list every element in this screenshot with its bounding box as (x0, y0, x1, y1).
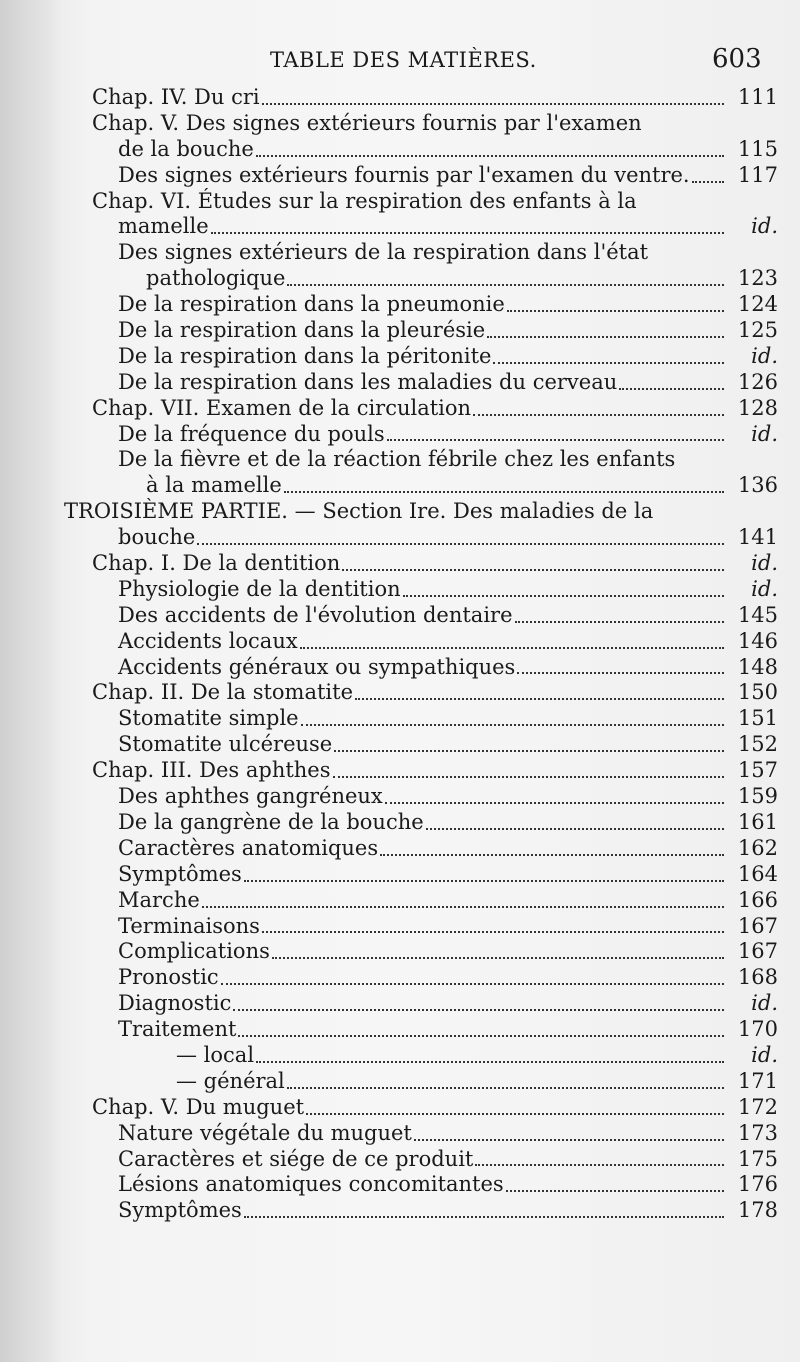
toc-entry-title: Diagnostic (118, 991, 232, 1016)
dot-leader (244, 1216, 724, 1218)
table-of-contents (0, 85, 800, 1224)
dot-leader (426, 828, 724, 830)
toc-entry-title: mamelle (118, 214, 209, 239)
toc-entry-title: Des accidents de l'évolution dentaire (118, 602, 513, 627)
toc-entry (0, 836, 800, 862)
toc-entry-title: Chap. V. Du muguet (92, 1094, 305, 1119)
toc-entry-title: Stomatite ulcéreuse (118, 732, 333, 757)
toc-entry-page: 126 (737, 369, 778, 394)
toc-entry-title: Symptômes (118, 1198, 242, 1223)
toc-entry-page: 150 (737, 680, 778, 705)
toc-entry-title: Chap. III. Des aphthes (92, 758, 331, 783)
toc-entry-title: Chap. VI. Études sur la respiration des enfants à la (92, 188, 637, 213)
toc-entry (0, 732, 800, 758)
toc-entry-title: Des aphthes gangréneux (118, 784, 383, 809)
toc-entry-title: Terminaisons (118, 913, 260, 938)
toc-entry-title: — local (176, 1042, 255, 1067)
toc-entry-title: De la respiration dans les maladies du cerveau (118, 369, 618, 394)
dot-leader (211, 232, 724, 234)
dot-leader (284, 491, 724, 493)
toc-entry-page: 141 (737, 525, 778, 550)
toc-entry (0, 1043, 800, 1069)
dot-leader (355, 698, 724, 700)
toc-entry-page: id. (751, 991, 778, 1016)
toc-entry-page: 175 (737, 1146, 778, 1171)
running-title: TABLE DES MATIÈRES. (270, 48, 537, 72)
dot-leader (342, 569, 724, 571)
toc-entry-title: De la fréquence du pouls (118, 421, 385, 446)
toc-entry-page: id. (751, 576, 778, 601)
toc-entry-page: 178 (737, 1198, 778, 1223)
toc-entry-page: 136 (737, 473, 778, 498)
dot-leader (380, 854, 724, 856)
toc-entry-title: TROISIÈME PARTIE. — Section Ire. Des maladies de la (64, 499, 654, 524)
toc-entry (0, 655, 800, 681)
dot-leader (692, 181, 724, 183)
toc-entry (0, 396, 800, 422)
toc-entry (0, 1198, 800, 1224)
toc-entry (0, 137, 800, 163)
toc-entry (0, 914, 800, 940)
toc-entry (0, 1095, 800, 1121)
toc-entry-page: 125 (737, 318, 778, 343)
toc-entry (0, 163, 800, 189)
toc-entry (0, 499, 800, 525)
toc-entry (0, 629, 800, 655)
page-header (0, 40, 800, 80)
toc-entry (0, 266, 800, 292)
toc-entry-page: 128 (737, 395, 778, 420)
toc-entry-title: Symptômes (118, 861, 242, 886)
toc-entry-title: De la respiration dans la péritonite (118, 343, 492, 368)
toc-entry (0, 85, 800, 111)
toc-entry (0, 525, 800, 551)
toc-entry-page: 145 (737, 602, 778, 627)
toc-entry (0, 888, 800, 914)
toc-entry-page: id. (751, 343, 778, 368)
toc-entry (0, 1172, 800, 1198)
dot-leader (403, 595, 724, 597)
toc-entry (0, 862, 800, 888)
dot-leader (287, 1087, 724, 1089)
toc-entry-page: 146 (737, 628, 778, 653)
toc-entry-title: Chap. IV. Du cri (92, 85, 260, 109)
toc-entry-title: Chap. V. Des signes extérieurs fournis par l'examen (92, 110, 642, 135)
toc-entry-page: id. (751, 214, 778, 239)
toc-entry (0, 939, 800, 965)
toc-entry-page: 115 (737, 136, 778, 161)
dot-leader (238, 1035, 724, 1037)
toc-entry-page: 173 (737, 1120, 778, 1145)
toc-entry-page: 167 (737, 939, 778, 964)
toc-entry-title: Caractères anatomiques (118, 835, 379, 860)
toc-entry-page: 162 (737, 835, 778, 860)
dot-leader (385, 802, 724, 804)
toc-entry-page: 117 (737, 162, 778, 187)
toc-entry-title: Physiologie de la dentition (118, 576, 401, 601)
toc-entry-page: 170 (737, 1017, 778, 1042)
dot-leader (256, 155, 724, 157)
toc-entry-title: Des signes extérieurs fournis par l'examen du ventre. (118, 162, 690, 187)
dot-leader (306, 1113, 724, 1115)
toc-entry-title: — général (176, 1068, 285, 1093)
toc-entry-page: 152 (737, 732, 778, 757)
toc-entry-page: 172 (737, 1094, 778, 1119)
dot-leader (515, 621, 724, 623)
toc-entry (0, 551, 800, 577)
dot-leader (300, 647, 724, 649)
toc-entry (0, 292, 800, 318)
page-number: 603 (712, 44, 762, 74)
dot-leader (287, 284, 724, 286)
toc-entry-page: 151 (737, 706, 778, 731)
toc-entry (0, 603, 800, 629)
toc-entry-page: 171 (737, 1068, 778, 1093)
dot-leader (262, 103, 724, 105)
toc-entry-title: bouche (118, 525, 196, 550)
toc-entry (0, 111, 800, 137)
toc-entry (0, 1147, 800, 1173)
toc-entry-title: Stomatite simple (118, 706, 299, 731)
toc-entry-page: 176 (737, 1172, 778, 1197)
toc-entry (0, 965, 800, 991)
dot-leader (301, 724, 724, 726)
dot-leader (473, 414, 724, 416)
dot-leader (619, 388, 724, 390)
toc-entry-title: Pronostic (118, 965, 219, 990)
toc-entry-title: Traitement (118, 1017, 237, 1042)
toc-entry-page: 157 (737, 758, 778, 783)
toc-entry-title: Chap. II. De la stomatite (92, 680, 354, 705)
dot-leader (414, 1139, 724, 1141)
dot-leader (517, 672, 724, 674)
toc-entry (0, 1017, 800, 1043)
toc-entry-title: Chap. I. De la dentition (92, 551, 341, 576)
toc-entry-title: Accidents locaux (118, 628, 298, 653)
toc-entry-page: 161 (737, 809, 778, 834)
toc-entry (0, 189, 800, 215)
toc-entry-title: Chap. VII. Examen de la circulation (92, 395, 472, 420)
dot-leader (333, 776, 724, 778)
toc-entry-title: Nature végétale du muguet (118, 1120, 412, 1145)
toc-entry-title: Accidents généraux ou sympathiques (118, 654, 516, 679)
toc-entry-title: De la respiration dans la pneumonie (118, 292, 505, 317)
toc-entry-page: 164 (737, 861, 778, 886)
toc-entry-title: Des signes extérieurs de la respiration dans l'état (118, 240, 649, 265)
toc-entry (0, 240, 800, 266)
toc-entry-title: Complications (118, 939, 270, 964)
dot-leader (475, 1164, 724, 1166)
dot-leader (507, 310, 724, 312)
dot-leader (334, 750, 724, 752)
toc-entry (0, 991, 800, 1017)
dot-leader (221, 983, 724, 985)
toc-entry (0, 1069, 800, 1095)
toc-entry-title: Lésions anatomiques concomitantes (118, 1172, 504, 1197)
toc-entry-title: Caractères et siége de ce produit (118, 1146, 474, 1171)
toc-entry-title: de la bouche (118, 136, 254, 161)
toc-entry (0, 758, 800, 784)
toc-entry-page: 168 (737, 965, 778, 990)
toc-entry-page: 166 (737, 887, 778, 912)
toc-entry (0, 784, 800, 810)
toc-entry-title: à la mamelle (146, 473, 282, 498)
toc-entry-title: De la respiration dans la pleurésie (118, 318, 486, 343)
toc-entry-title: De la fièvre et de la réaction fébrile chez les enfants (118, 447, 676, 472)
dot-leader (256, 1061, 724, 1063)
toc-entry (0, 706, 800, 732)
toc-entry-page: 123 (737, 266, 778, 291)
toc-entry (0, 214, 800, 240)
toc-entry-page: 148 (737, 654, 778, 679)
toc-entry (0, 422, 800, 448)
toc-entry (0, 370, 800, 396)
dot-leader (262, 931, 724, 933)
dot-leader (493, 362, 724, 364)
toc-entry (0, 473, 800, 499)
toc-entry (0, 318, 800, 344)
toc-entry-page: id. (751, 421, 778, 446)
toc-entry-page: 159 (737, 784, 778, 809)
toc-entry (0, 447, 800, 473)
dot-leader (506, 1190, 724, 1192)
dot-leader (387, 439, 724, 441)
toc-entry-page: id. (751, 551, 778, 576)
dot-leader (197, 543, 724, 545)
toc-entry (0, 1121, 800, 1147)
toc-entry-page: id. (751, 1042, 778, 1067)
dot-leader (233, 1009, 724, 1011)
toc-entry (0, 344, 800, 370)
dot-leader (202, 906, 724, 908)
dot-leader (487, 336, 724, 338)
toc-entry-page: 124 (737, 292, 778, 317)
dot-leader (272, 957, 724, 959)
toc-entry (0, 810, 800, 836)
toc-entry-title: pathologique (146, 266, 286, 291)
toc-entry-page: 111 (737, 85, 778, 109)
toc-entry (0, 577, 800, 603)
dot-leader (244, 880, 724, 882)
toc-entry-title: Marche (118, 887, 200, 912)
toc-entry-title: De la gangrène de la bouche (118, 809, 424, 834)
toc-entry (0, 680, 800, 706)
toc-entry-page: 167 (737, 913, 778, 938)
